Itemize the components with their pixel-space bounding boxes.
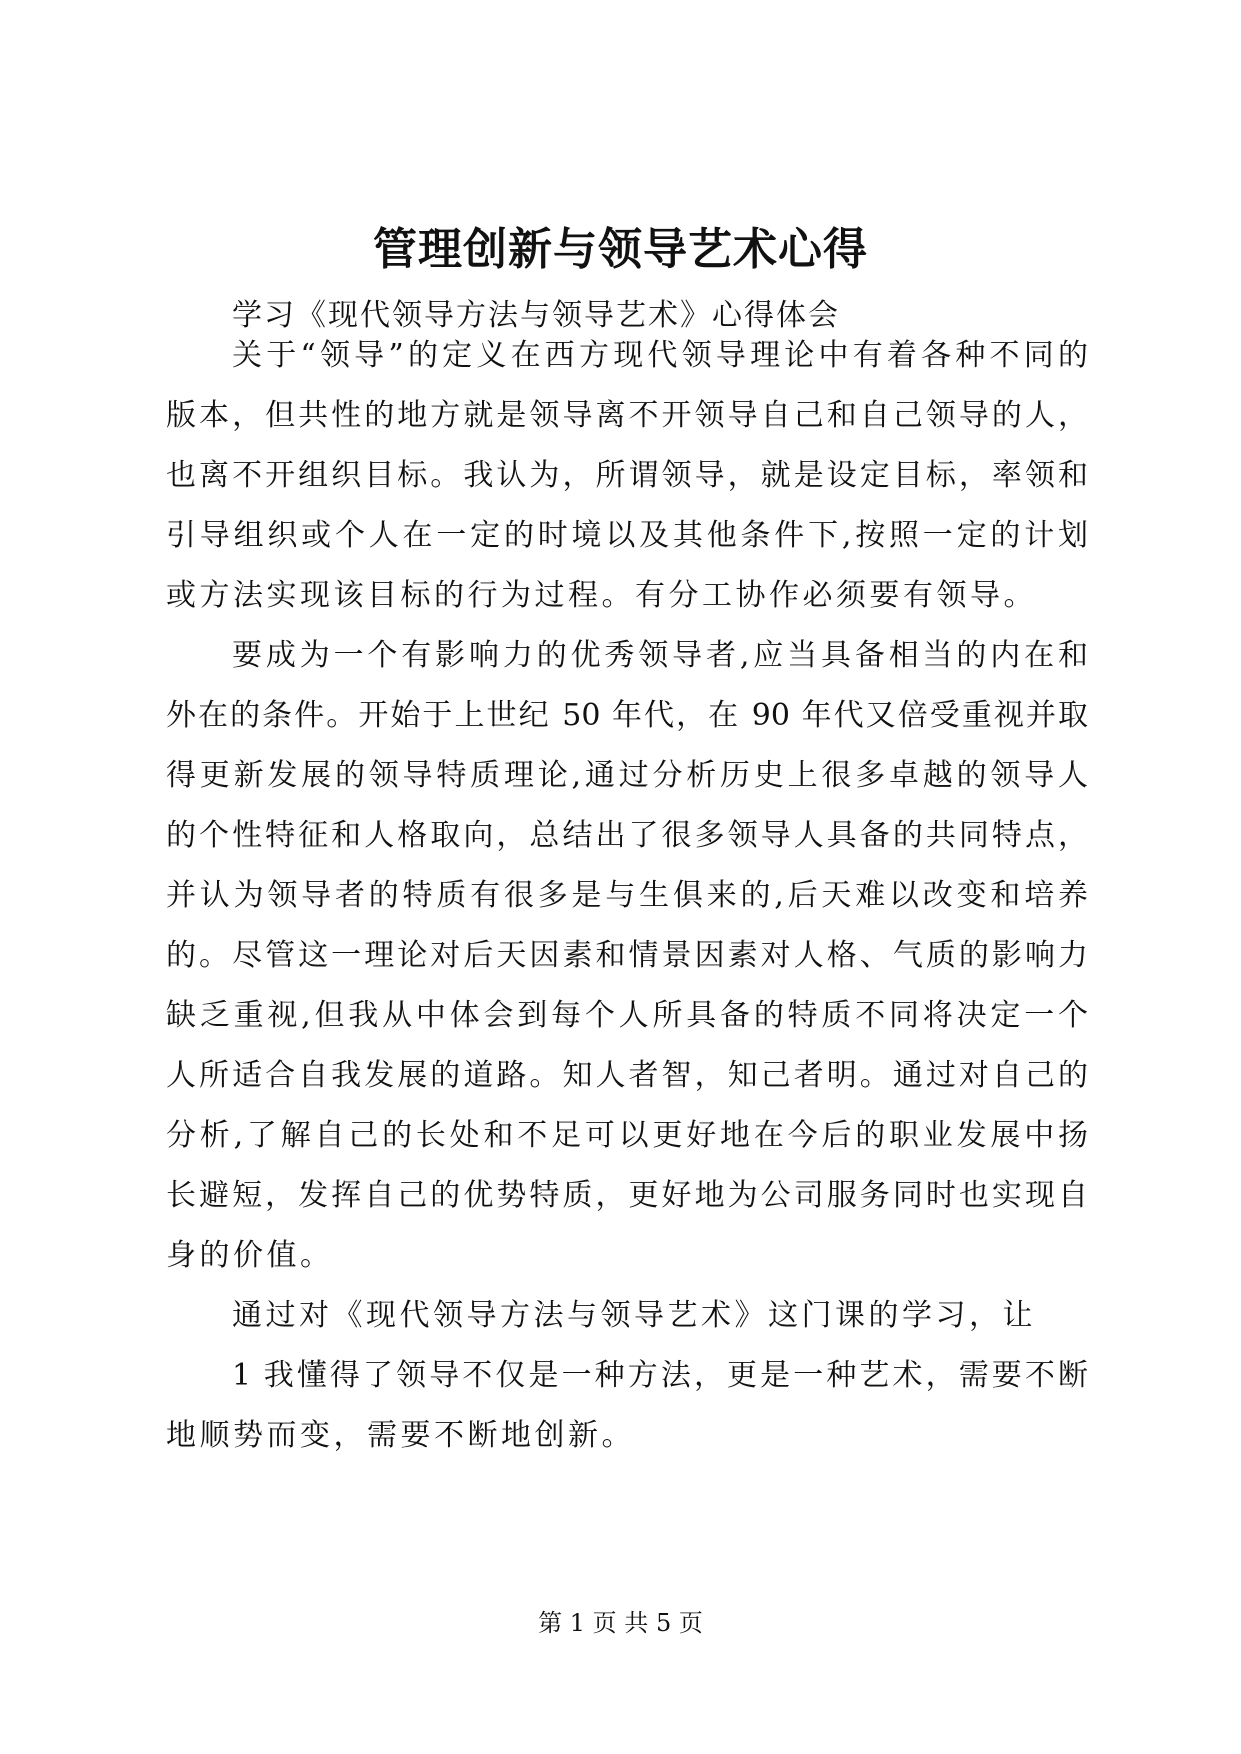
paragraph-line: 得更新发展的领导特质理论,通过分析历史上很多卓越的领导人 [166,758,1088,793]
paragraph-line: 缺乏重视,但我从中体会到每个人所具备的特质不同将决定一个 [166,998,1088,1033]
paragraph-line: 要成为一个有影响力的优秀领导者,应当具备相当的内在和 [232,638,1088,673]
paragraph-line: 身的价值。 [166,1238,334,1273]
paragraph-line: 的。尽管这一理论对后天因素和情景因素对人格、气质的影响力 [166,938,1088,973]
paragraph-line: 的个性特征和人格取向，总结出了很多领导人具备的共同特点， [166,818,1088,853]
paragraph-line: 引导组织或个人在一定的时境以及其他条件下,按照一定的计划 [166,518,1088,553]
paragraph-line: 分析,了解自己的长处和不足可以更好地在今后的职业发展中扬 [166,1118,1088,1153]
document-title: 管理创新与领导艺术心得 [373,224,868,275]
paragraph-line: 关于“领导”的定义在西方现代领导理论中有着各种不同的 [232,338,1088,373]
paragraph-line: 1 我懂得了领导不仅是一种方法，更是一种艺术，需要不断 [232,1358,1088,1393]
paragraph-line: 也离不开组织目标。我认为，所谓领导，就是设定目标，率领和 [166,458,1088,493]
paragraph-line: 或方法实现该目标的行为过程。有分工协作必须要有领导。 [166,578,1037,613]
document-subtitle: 学习《现代领导方法与领导艺术》心得体会 [232,298,840,333]
paragraph-line: 通过对《现代领导方法与领导艺术》这门课的学习，让 [232,1298,1036,1333]
paragraph-line: 外在的条件。开始于上世纪 50 年代，在 90 年代又倍受重视并取 [166,698,1088,733]
paragraph-line: 地顺势而变，需要不断地创新。 [166,1418,635,1453]
paragraph-line: 人所适合自我发展的道路。知人者智，知己者明。通过对自己的 [166,1058,1088,1093]
page-number-footer: 第 1 页 共 5 页 [538,1609,703,1637]
paragraph-line: 并认为领导者的特质有很多是与生俱来的,后天难以改变和培养 [166,878,1088,913]
paragraph-line: 版本，但共性的地方就是领导离不开领导自己和自己领导的人， [166,398,1088,433]
paragraph-line: 长避短，发挥自己的优势特质，更好地为公司服务同时也实现自 [166,1178,1088,1213]
